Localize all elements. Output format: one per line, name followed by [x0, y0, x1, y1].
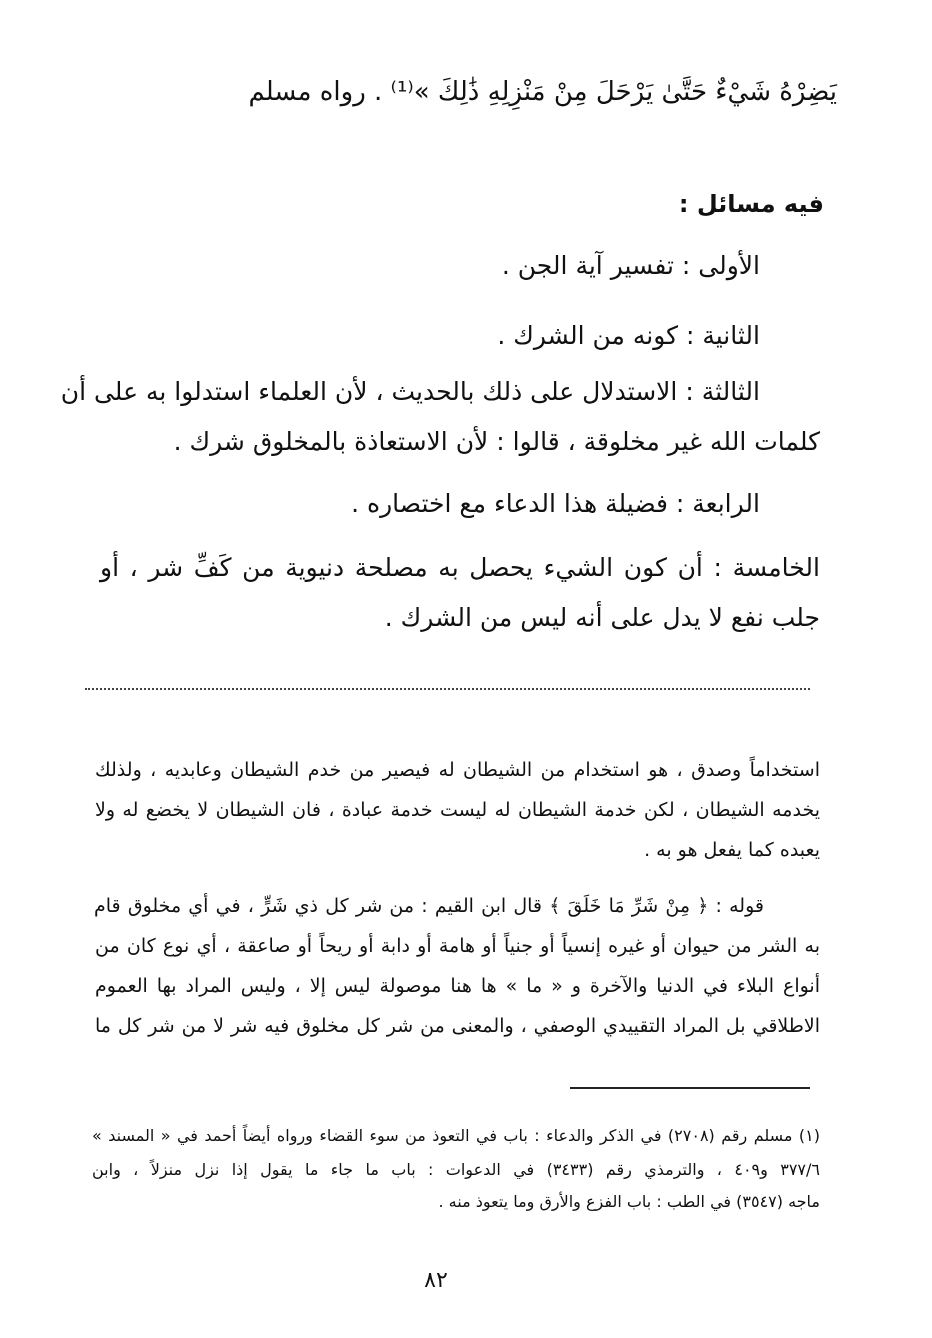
issues-heading: فيه مسائل : [678, 190, 824, 218]
footnote-line-1: (١) مسلم رقم (٢٧٠٨) في الذكر والدعاء : باب في التعوذ من سوء القضاء ورواه أيضاً أحمد في « المسند » [92, 1126, 821, 1145]
page-number: ٨٢ [424, 1268, 448, 1293]
hadith-end-line: يَضِرْهُ شَيْءٌ حَتَّىٰ يَرْحَلَ مِنْ مَنْزِلِهِ ذَٰلِكَ »⁽¹⁾ . رواه مسلم [248, 77, 837, 107]
commentary-p1-line-3: يعبده كما يفعل هو به . [644, 839, 820, 861]
issue-third-line-1: الثالثة : الاستدلال على ذلك بالحديث ، لأن العلماء استدلوا به على أن [60, 377, 760, 406]
footnote-line-2: ٣٧٧/٦ و٤٠٩ ، والترمذي رقم (٣٤٣٣) في الدعوات : باب ما جاء ما يقول إذا نزل منزلاً ، وابن [92, 1160, 820, 1179]
issue-third-line-2: كلمات الله غير مخلوقة ، قالوا : لأن الاستعاذة بالمخلوق شرك . [173, 427, 820, 456]
issue-fifth-line-2: جلب نفع لا يدل على أنه ليس من الشرك . [384, 603, 820, 632]
commentary-p2-line-2: به الشر من حيوان أو غيره إنسياً أو جنياً أو هامة أو دابة أو ريحاً أو صاعقة ، أي نوع كان من [95, 935, 820, 957]
commentary-p2-line-1: قوله : ﴿ مِنْ شَرِّ مَا خَلَقَ ﴾ قال ابن القيم : من شر كل ذي شَرٍّ ، في أي مخلوق قام [94, 895, 764, 917]
issue-first: الأولى : تفسير آية الجن . [501, 251, 760, 280]
issue-fifth-line-1: الخامسة : أن كون الشيء يحصل به مصلحة دنيوية من كَفِّ شر ، أو [100, 553, 820, 582]
footnote-rule [570, 1087, 810, 1089]
commentary-p1-line-2: يخدمه الشيطان ، لكن خدمة الشيطان له ليست خدمة عبادة ، فان الشيطان لا يخضع له ولا [95, 799, 820, 821]
issue-second: الثانية : كونه من الشرك . [497, 321, 760, 350]
footnote-line-3: ماجه (٣٥٤٧) في الطب : باب الفزع والأرق وما يتعوذ منه . [438, 1192, 820, 1211]
commentary-p2-line-3: أنواع البلاء في الدنيا والآخرة و « ما » ها هنا موصولة ليس إلا ، وليس المراد بها العموم [95, 975, 820, 997]
dotted-separator [85, 688, 810, 690]
commentary-p2-line-4: الاطلاقي بل المراد التقييدي الوصفي ، والمعنى من شر كل مخلوق فيه شر لا من شر كل ما [95, 1015, 820, 1037]
commentary-p1-line-1: استخداماً وصدق ، هو استخدام من الشيطان له فيصير من خدم الشيطان وعابديه ، ولذلك [95, 759, 820, 781]
issue-fourth: الرابعة : فضيلة هذا الدعاء مع اختصاره . [351, 489, 760, 518]
